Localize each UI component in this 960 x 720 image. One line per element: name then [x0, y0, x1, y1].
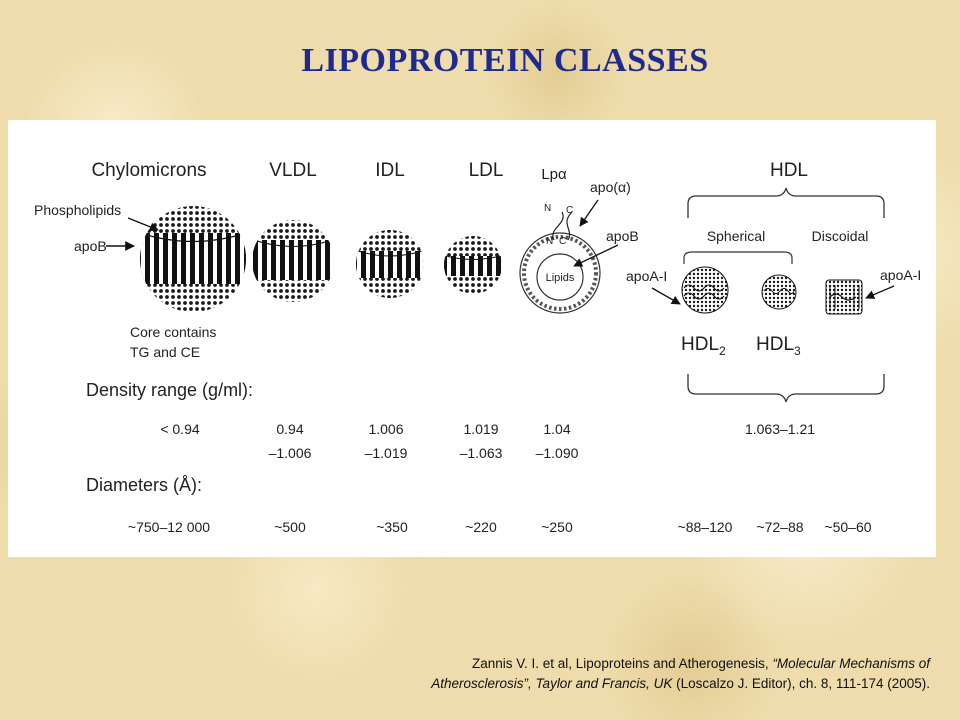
lipoprotein-diagram — [8, 120, 936, 557]
citation-part1: Zannis V. I. et al, Lipoproteins and Atherogenesis, — [471, 656, 773, 671]
lpa-apob-label: apoB — [606, 228, 639, 244]
density-ldl-top: 1.019 — [463, 421, 499, 437]
apoa1-right-label: apoA-I — [880, 267, 922, 283]
citation-part3: (Loscalzo J. Editor), ch. 8, 111-174 (2005). — [672, 676, 930, 691]
class-label-lpa: Lpα — [541, 166, 567, 183]
spherical-brace — [684, 252, 792, 264]
class-label-chylomicrons: Chylomicrons — [91, 160, 207, 181]
diameter-chylomicrons: ~750–12 000 — [127, 519, 211, 535]
diameter-hdl2: ~88–120 — [677, 519, 733, 535]
apoa1-left-arrow — [652, 288, 680, 304]
discoidal-hdl-particle — [826, 280, 862, 314]
diameter-discoidal: ~50–60 — [824, 519, 872, 535]
lpa-n-inner: N — [546, 236, 554, 247]
density-vldl-bottom: –1.006 — [268, 445, 312, 461]
class-label-idl: IDL — [375, 160, 405, 181]
density-idl-bottom: –1.019 — [364, 445, 408, 461]
apoa1-left-label: apoA-I — [626, 268, 668, 284]
density-lpa-top: 1.04 — [543, 421, 571, 437]
hdl-bottom-brace — [688, 374, 884, 402]
lpa-n-top: N — [544, 203, 552, 214]
hdl3-particle — [762, 275, 796, 309]
hdl2-particle — [682, 267, 728, 313]
phospholipids-label: Phospholipids — [34, 202, 122, 218]
lpa-lipids-label: Lipids — [545, 272, 575, 284]
density-lpa-bottom: –1.090 — [535, 445, 579, 461]
citation — [376, 654, 930, 694]
hdl3-label: $HDL_3$ — [756, 334, 801, 358]
diameter-vldl: ~500 — [274, 519, 306, 535]
density-range-header: Density range (g/ml): — [86, 380, 254, 400]
lpa-c-top: C — [566, 205, 574, 216]
hdl-top-brace — [688, 188, 884, 218]
spherical-label: Spherical — [706, 228, 766, 244]
density-ldl-bottom: –1.063 — [459, 445, 503, 461]
class-label-vldl: VLDL — [269, 160, 317, 181]
apo-a-label: apo(α) — [590, 179, 631, 195]
density-chylomicrons: < 0.94 — [160, 421, 200, 437]
slide-title: LIPOPROTEIN CLASSES — [301, 42, 709, 79]
lpa-c-inner: C — [559, 236, 567, 247]
core-tg-ce-label: TG and CE — [130, 344, 201, 360]
diameter-hdl3: ~72–88 — [756, 519, 804, 535]
apob-label: apoB — [74, 238, 107, 254]
apo-a-arrow — [580, 200, 598, 226]
diameter-ldl: ~220 — [465, 519, 497, 535]
density-idl-top: 1.006 — [368, 421, 404, 437]
diameter-lpa: ~250 — [541, 519, 573, 535]
ldl-particle — [442, 236, 504, 294]
apoa1-right-arrow — [866, 286, 894, 298]
lpa-particle — [520, 212, 600, 313]
lipoprotein-diagram-panel — [8, 120, 936, 557]
vldl-particle — [248, 220, 338, 302]
density-vldl-top: 0.94 — [276, 421, 304, 437]
class-label-hdl: HDL — [769, 160, 809, 181]
core-contains-label: Core contains — [130, 324, 217, 340]
diameters-header: Diameters (Å): — [86, 475, 203, 495]
citation-part2: “Molecular Mechanisms of Atherosclerosis”, Taylor and Francis, UK — [431, 656, 930, 691]
idl-particle — [354, 230, 426, 298]
class-label-ldl: LDL — [468, 160, 504, 181]
density-hdl: 1.063–1.21 — [744, 421, 816, 437]
diameter-idl: ~350 — [376, 519, 408, 535]
hdl2-label: $HDL_2$ — [681, 334, 726, 358]
chylomicron-particle — [136, 206, 250, 312]
discoidal-label: Discoidal — [811, 228, 869, 244]
